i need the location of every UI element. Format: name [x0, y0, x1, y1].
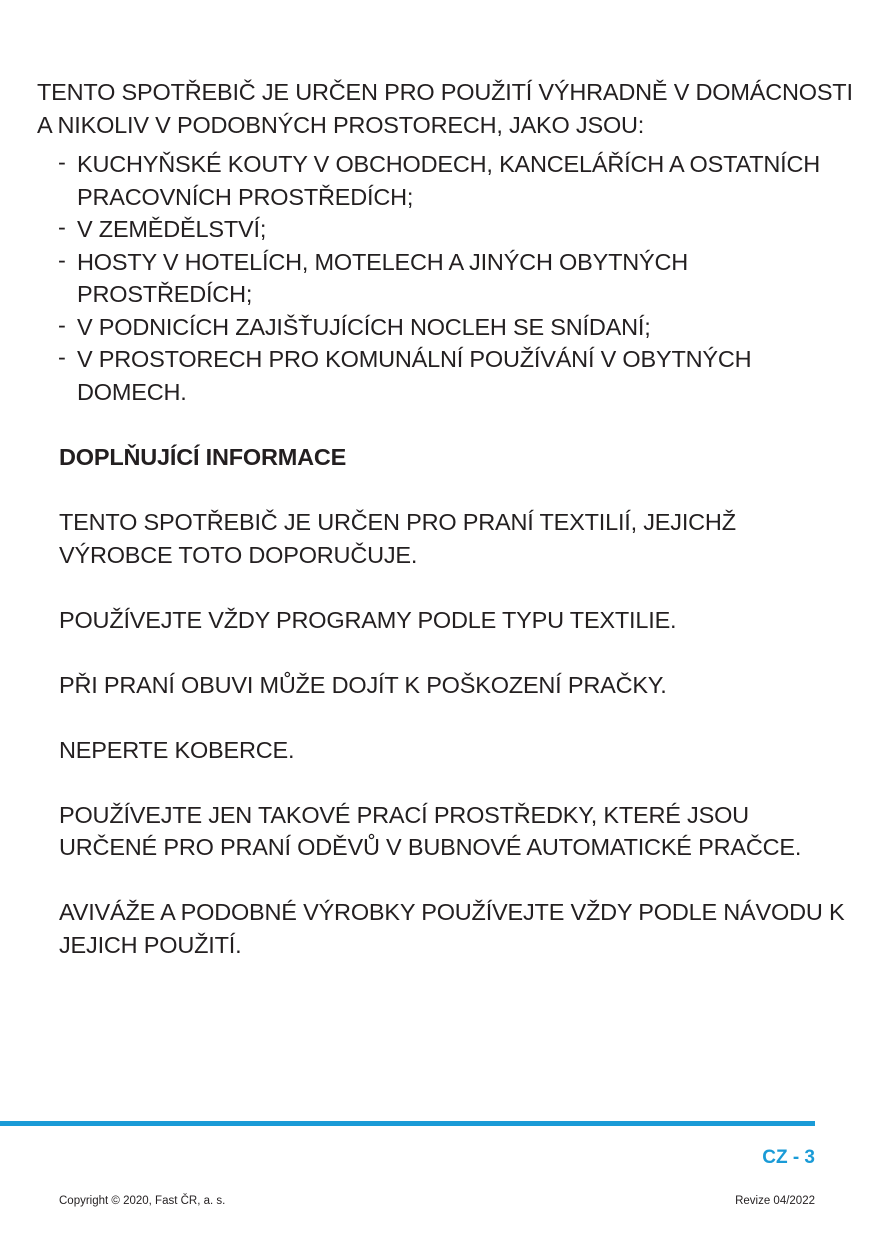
copyright-text: Copyright © 2020, Fast ČR, a. s.: [59, 1195, 226, 1207]
revision-text: Revize 04/2022: [735, 1195, 815, 1207]
list-item-text: KUCHYŇSKÉ KOUTY V OBCHODECH, KANCELÁŘÍCH A OSTATNÍCH PRACOVNÍCH PROSTŘEDÍCH;: [77, 151, 821, 210]
additional-info-section: [59, 441, 849, 994]
section-heading: DOPLŇUJÍCÍ INFORMACE: [59, 444, 347, 470]
info-paragraph: POUŽÍVEJTE VŽDY PROGRAMY PODLE TYPU TEXTILIE.: [59, 606, 677, 633]
intro-text: TENTO SPOTŘEBIČ JE URČEN PRO POUŽITÍ VÝHRADNĚ V DOMÁCNOSTI A NIKOLIV V PODOBNÝCH PROSTORECH, JAKO JSOU:: [37, 79, 853, 138]
list-item: [58, 311, 838, 344]
info-paragraph: NEPERTE KOBERCE.: [59, 736, 295, 763]
info-paragraph: AVIVÁŽE A PODOBNÉ VÝROBKY POUŽÍVEJTE VŽDY PODLE NÁVODU K JEJICH POUŽITÍ.: [59, 899, 845, 958]
bullet-dash: -: [58, 149, 66, 175]
bullet-dash: -: [58, 246, 66, 273]
bullet-dash: -: [58, 344, 66, 370]
list-item: [58, 148, 838, 213]
footer-divider: [0, 1121, 815, 1126]
list-item-text: HOSTY V HOTELÍCH, MOTELECH A JINÝCH OBYTNÝCH PROSTŘEDÍCH;: [77, 248, 689, 307]
info-paragraph: TENTO SPOTŘEBIČ JE URČEN PRO PRANÍ TEXTILIÍ, JEJICHŽ VÝROBCE TOTO DOPORUČUJE.: [59, 509, 736, 568]
list-item-text: V PROSTORECH PRO KOMUNÁLNÍ POUŽÍVÁNÍ V OBYTNÝCH DOMECH.: [77, 346, 752, 405]
bullet-dash: -: [58, 311, 66, 338]
list-item: [58, 213, 838, 246]
list-item-text: V ZEMĚDĚLSTVÍ;: [77, 216, 267, 242]
list-item-text: V PODNICÍCH ZAJIŠŤUJÍCÍCH NOCLEH SE SNÍDANÍ;: [77, 313, 651, 340]
info-paragraph: PŘI PRANÍ OBUVI MŮŽE DOJÍT K POŠKOZENÍ PRAČKY.: [59, 671, 667, 698]
info-paragraph: POUŽÍVEJTE JEN TAKOVÉ PRACÍ PROSTŘEDKY, KTERÉ JSOU URČENÉ PRO PRANÍ ODĚVŮ V BUBNOVÉ AUTOMATICKÉ PRAČCE.: [59, 801, 802, 860]
list-item: [58, 246, 838, 311]
usage-exclusion-list: [58, 148, 838, 408]
bullet-dash: -: [58, 214, 66, 240]
list-item: [58, 343, 838, 408]
page-number: CZ - 3: [762, 1147, 815, 1168]
